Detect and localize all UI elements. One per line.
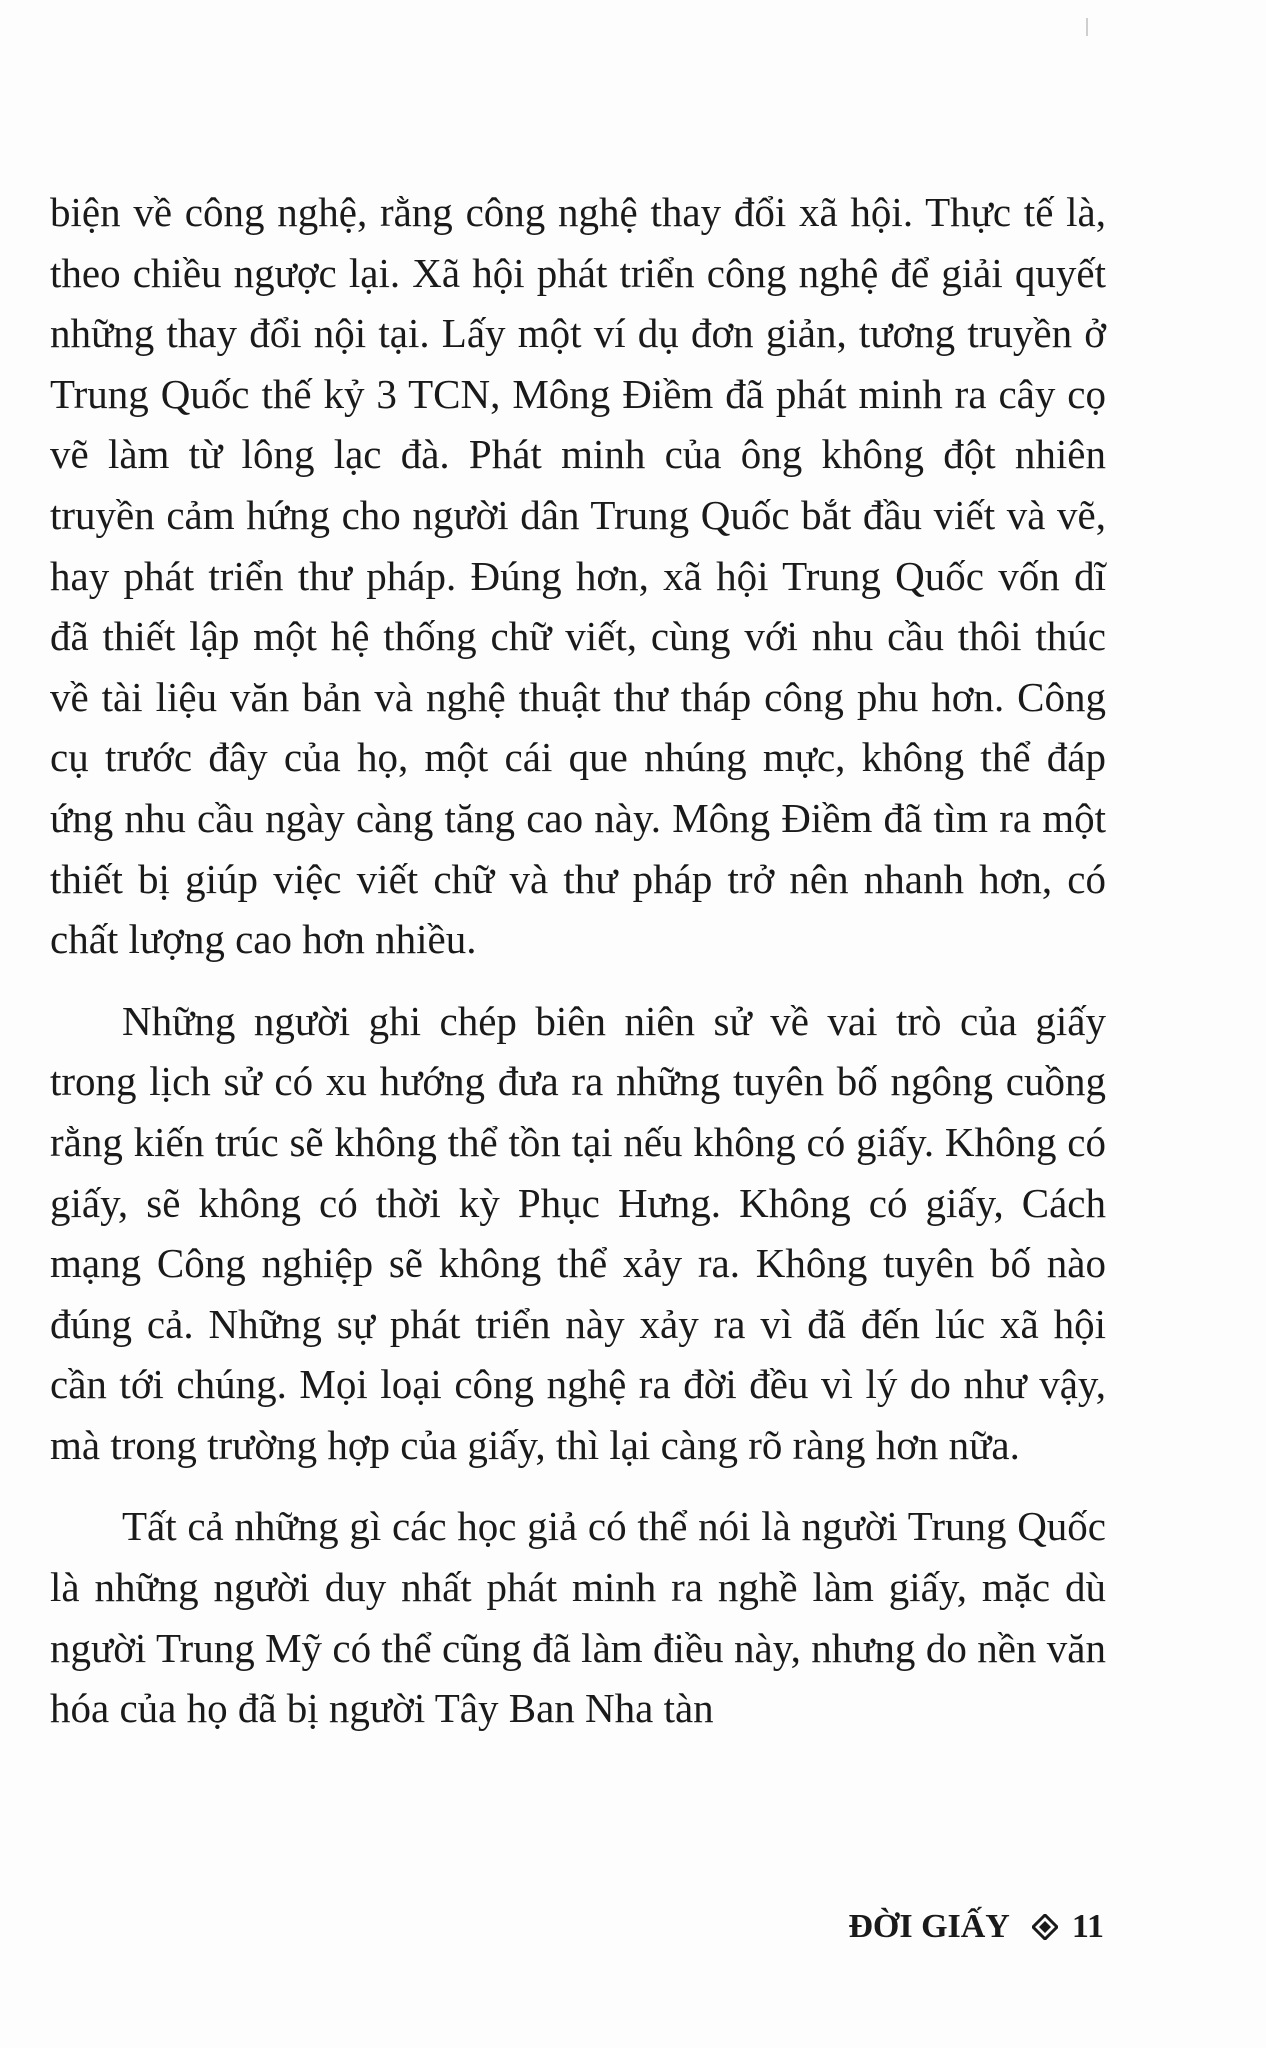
page-number: 11 [1071, 1908, 1104, 1945]
running-title: ĐỜI GIẤY [848, 1908, 1010, 1945]
page-edge-mark [1086, 18, 1088, 36]
diamond-ornament-icon [1032, 1914, 1058, 1940]
paragraph-continued: biện về công nghệ, rằng công nghệ thay đổi xã hội. Thực tế là, theo chiều ngược lại. Xã hội phát triển công nghệ để giải quyết những thay đổi nội tại. Lấy một ví dụ đơn giản, tương truyền ở Trung Quốc thế kỷ 3 TCN, Mông Điềm đã phát minh ra cây cọ vẽ làm từ lông lạc đà. Phát minh của ông không đột nhiên truyền cảm hứng cho người dân Trung Quốc bắt đầu viết và vẽ, hay phát triển thư pháp. Đúng hơn, xã hội Trung Quốc vốn dĩ đã thiết lập một hệ thống chữ viết, cùng với nhu cầu thôi thúc về tài liệu văn bản và nghệ thuật thư tháp công phu hơn. Công cụ trước đây của họ, một cái que nhúng mực, không thể đáp ứng nhu cầu ngày càng tăng cao này. Mông Điềm đã tìm ra một thiết bị giúp việc viết chữ và thư pháp trở nên nhanh hơn, có chất lượng cao hơn nhiều. [50, 189, 1106, 963]
page-body [50, 182, 1106, 1739]
page-footer [848, 1908, 1104, 1946]
paragraph: Những người ghi chép biên niên sử về vai trò của giấy trong lịch sử có xu hướng đưa ra những tuyên bố ngông cuồng rằng kiến trúc sẽ không thể tồn tại nếu không có giấy. Không có giấy, sẽ không có thời kỳ Phục Hưng. Không có giấy, Cách mạng Công nghiệp sẽ không thể xảy ra. Không tuyên bố nào đúng cả. Những sự phát triển này xảy ra vì đã đến lúc xã hội cần tới chúng. Mọi loại công nghệ ra đời đều vì lý do như vậy, mà trong trường hợp của giấy, thì lại càng rõ ràng hơn nữa. [50, 997, 1106, 1468]
paragraph: Tất cả những gì các học giả có thể nói là người Trung Quốc là những người duy nhất phát minh ra nghề làm giấy, mặc dù người Trung Mỹ có thể cũng đã làm điều này, nhưng do nền văn hóa của họ đã bị người Tây Ban Nha tàn [50, 1503, 1106, 1732]
